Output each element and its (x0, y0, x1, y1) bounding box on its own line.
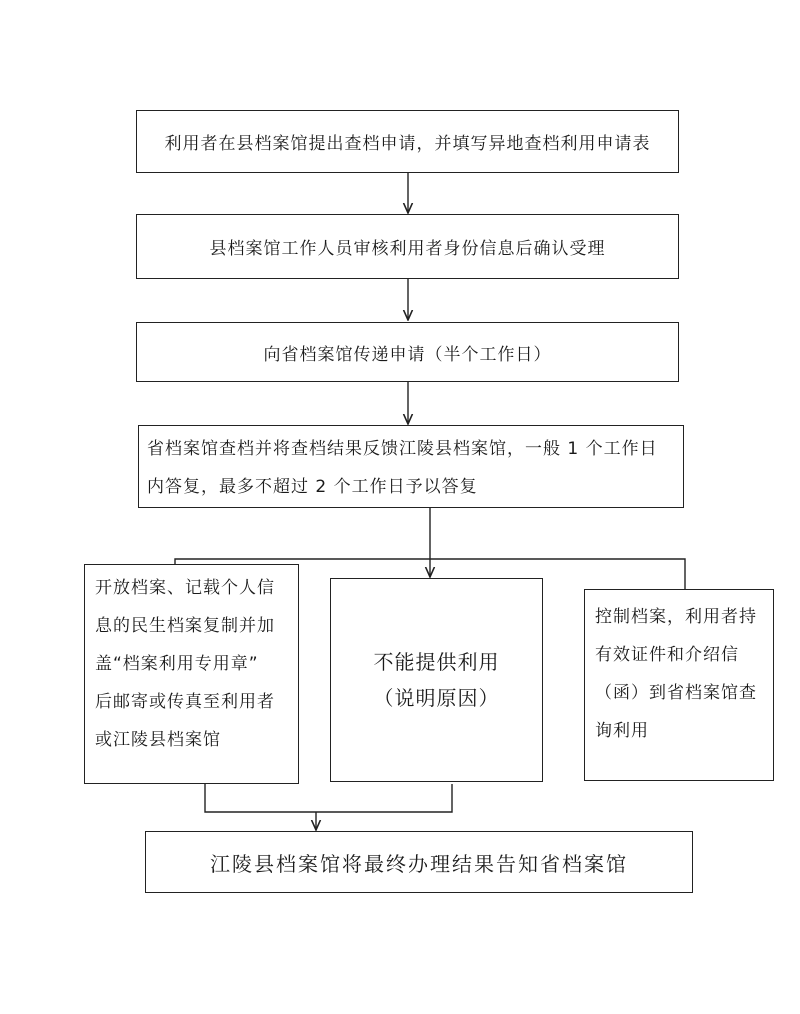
step4-line1: 省档案馆查档并将查档结果反馈江陵县档案馆，一般 1 个工作日 (147, 439, 658, 459)
option-left-line1: 开放档案、记载个人信 (95, 578, 275, 598)
option-left-line4: 后邮寄或传真至利用者 (95, 692, 275, 712)
step4-box (138, 425, 684, 508)
join-line (205, 784, 452, 812)
step1-text: 利用者在县档案馆提出查档申请，并填写异地查档利用申请表 (164, 134, 651, 154)
option-right-line3: （函）到省档案馆查 (595, 683, 757, 703)
option-left-box (84, 564, 299, 784)
option-right-line1: 控制档案，利用者持 (595, 607, 757, 627)
option-middle-line1: 不能提供利用 (373, 650, 500, 674)
option-left-line2: 息的民生档案复制并加 (95, 616, 275, 636)
step1-box (136, 110, 679, 173)
step2-text: 县档案馆工作人员审核利用者身份信息后确认受理 (209, 239, 606, 259)
option-left-line5: 或江陵县档案馆 (95, 730, 221, 750)
option-middle-line2: （说明原因） (373, 686, 500, 710)
step2-box (136, 214, 679, 279)
option-right-box (584, 589, 774, 781)
step4-line2: 内答复，最多不超过 2 个工作日予以答复 (147, 477, 478, 497)
option-left-line3: 盖“档案利用专用章” (95, 654, 259, 674)
option-right-line2: 有效证件和介绍信 (595, 645, 739, 665)
step3-text: 向省档案馆传递申请（半个工作日） (263, 344, 552, 365)
final-text: 江陵县档案馆将最终办理结果告知省档案馆 (210, 851, 628, 876)
step3-box (136, 322, 679, 382)
option-right-line4: 询利用 (595, 721, 649, 741)
final-box (145, 831, 693, 893)
option-middle-box (330, 578, 543, 782)
